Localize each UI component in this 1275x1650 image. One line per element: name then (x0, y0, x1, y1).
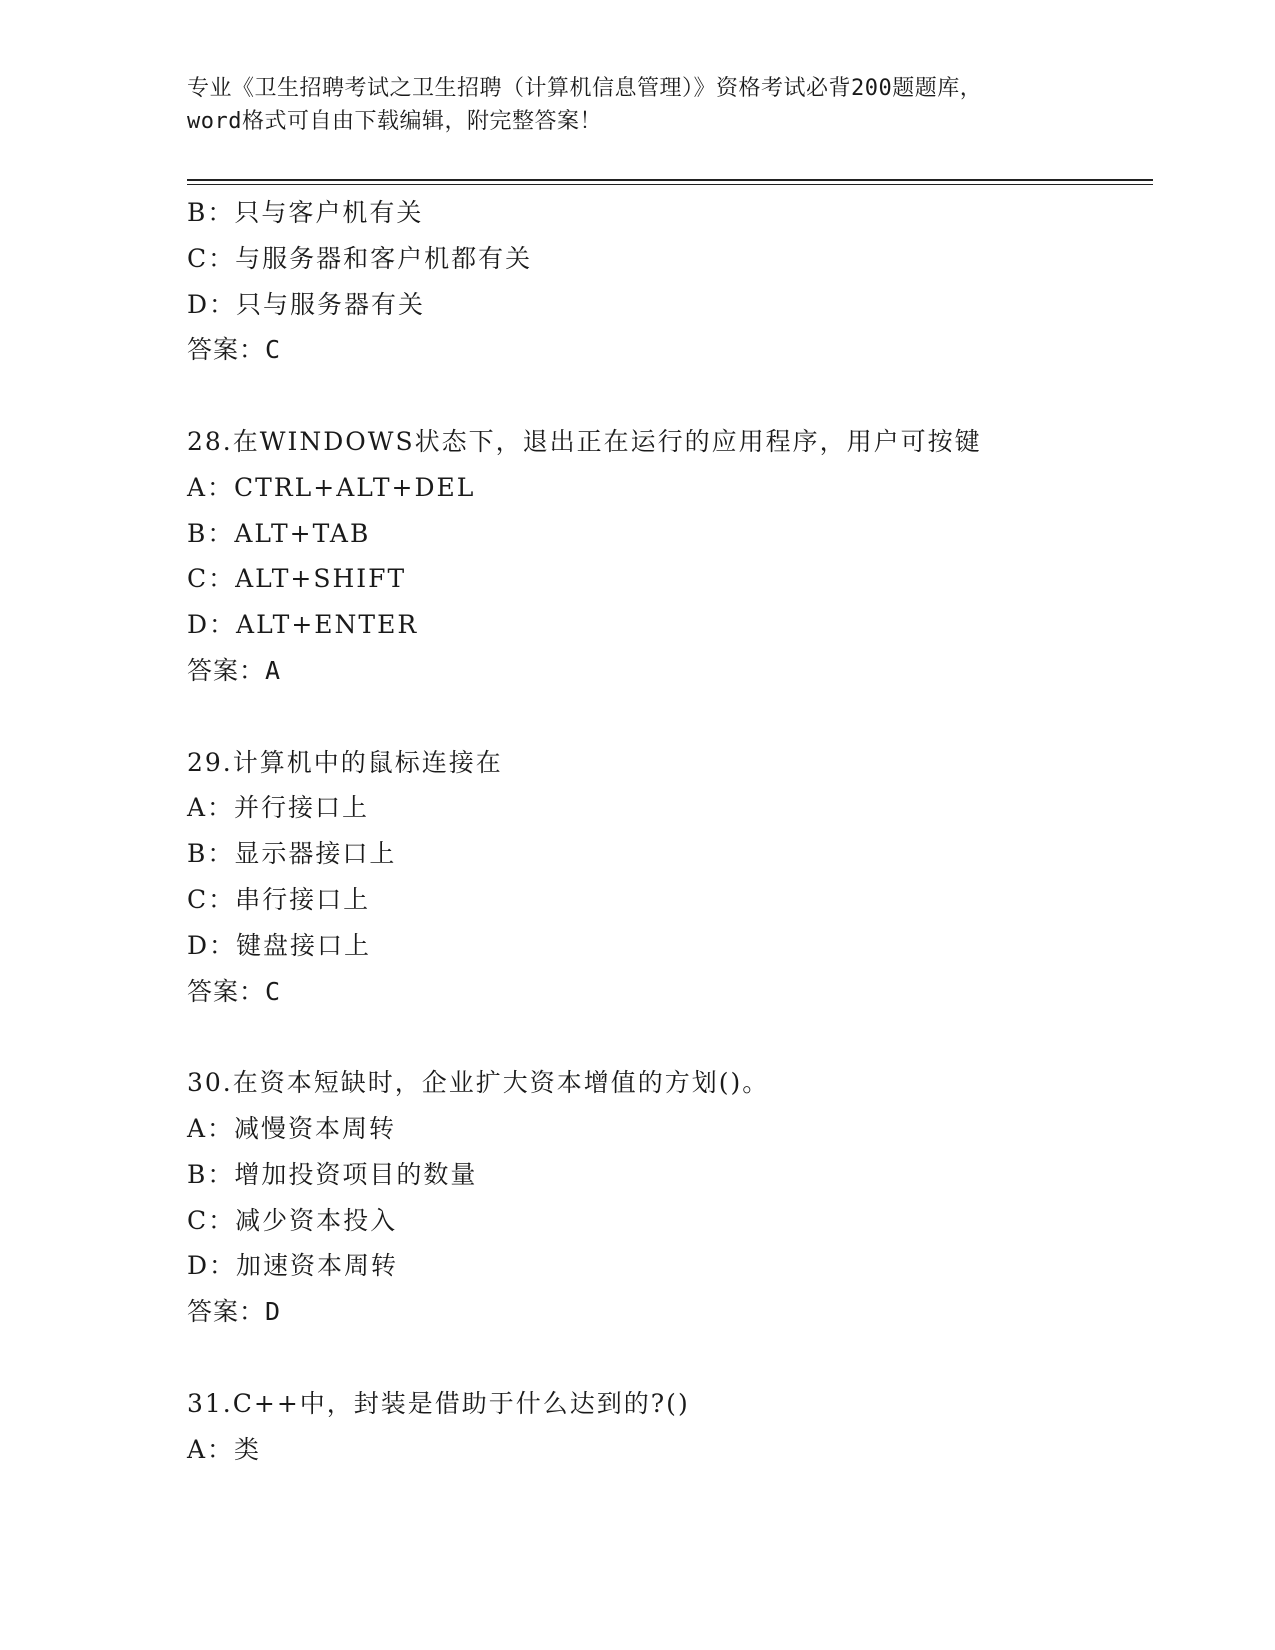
spacer (187, 1335, 1147, 1381)
option-a: A：并行接口上 (187, 793, 370, 823)
option-a: A：CTRL+ALT+DEL (187, 472, 476, 502)
answer: 答案：C (187, 335, 282, 365)
answer: 答案：C (187, 976, 282, 1006)
option-b: B：ALT+TAB (187, 518, 371, 548)
header-title-line-2: word格式可自由下载编辑，附完整答案！ (187, 109, 602, 134)
option-b: B：显示器接口上 (187, 839, 397, 869)
document-header (187, 72, 1087, 138)
option-a: A：类 (187, 1434, 262, 1464)
spacer (187, 1014, 1147, 1060)
answer: 答案：D (187, 1297, 282, 1327)
option-d: D：只与服务器有关 (187, 289, 426, 319)
option-b: B：只与客户机有关 (187, 198, 424, 227)
question-text: 30.在资本短缺时，企业扩大资本增值的方划()。 (187, 1068, 770, 1098)
answer: 答案：A (187, 655, 282, 685)
option-d: D：键盘接口上 (187, 930, 372, 960)
option-c: C：与服务器和客户机都有关 (187, 243, 533, 273)
question-text: 29.计算机中的鼠标连接在 (187, 747, 503, 777)
question-31 (187, 1381, 1147, 1473)
spacer (187, 694, 1147, 740)
option-b: B：增加投资项目的数量 (187, 1159, 478, 1189)
question-list (187, 190, 1147, 1472)
question-29 (187, 740, 1147, 1015)
question-28 (187, 419, 1147, 694)
option-c: C：减少资本投入 (187, 1205, 398, 1235)
option-c: C：串行接口上 (187, 884, 371, 914)
option-a: A：减慢资本周转 (187, 1113, 397, 1143)
option-d: D：ALT+ENTER (187, 610, 419, 640)
option-c: C：ALT+SHIFT (187, 564, 407, 594)
header-divider-thin (187, 184, 1153, 185)
header-title-line-1: 专业《卫生招聘考试之卫生招聘（计算机信息管理）》资格考试必背200题题库， (187, 76, 983, 101)
question-27-tail (187, 190, 1147, 373)
option-d: D：加速资本周转 (187, 1251, 399, 1281)
header-divider-thick (187, 179, 1153, 181)
question-text: 28.在WINDOWS状态下，退出正在运行的应用程序，用户可按键 (187, 426, 982, 456)
question-30 (187, 1060, 1147, 1335)
spacer (187, 373, 1147, 419)
question-text: 31.C++中，封装是借助于什么达到的?() (187, 1388, 690, 1418)
